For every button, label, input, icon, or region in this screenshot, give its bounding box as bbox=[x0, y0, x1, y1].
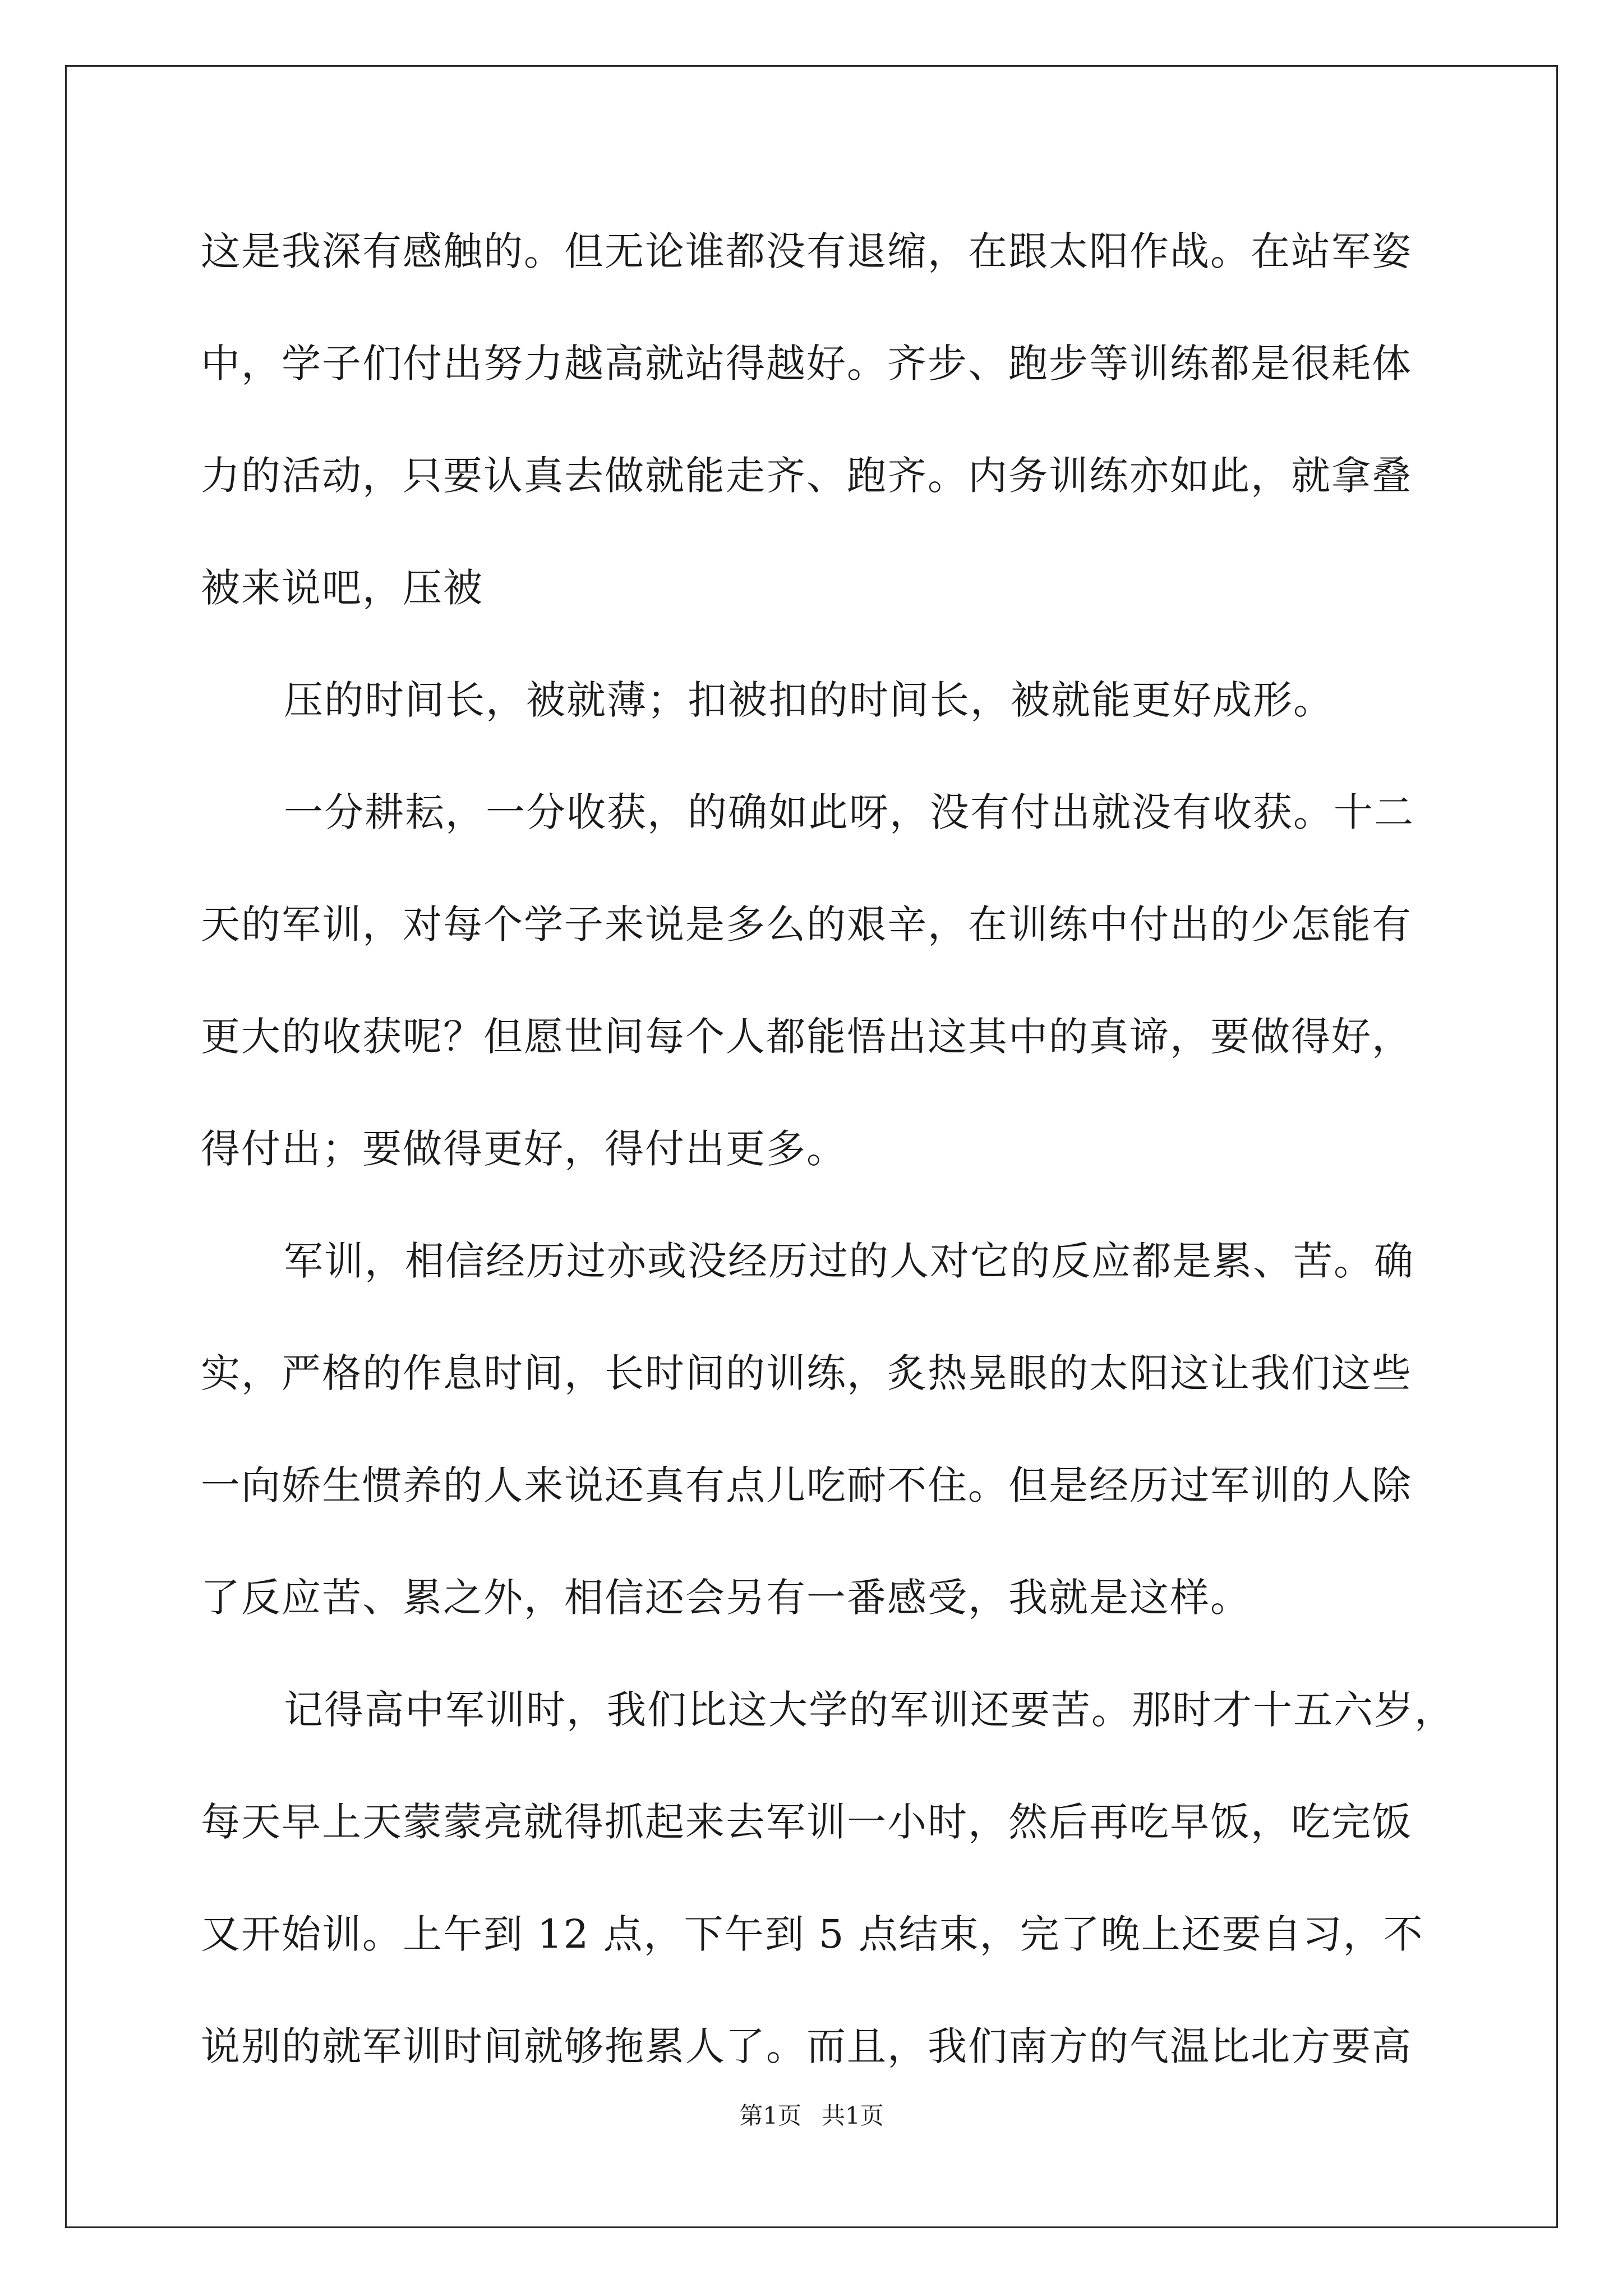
page-footer bbox=[0, 2099, 1623, 2133]
text-line: 实，严格的作息时间，长时间的训练，炙热晃眼的太阳这让我们这些 bbox=[201, 1350, 1412, 1396]
text-line: 一分耕耘，一分收获，的确如此呀，没有付出就没有收获。十二 bbox=[284, 789, 1414, 835]
text-line: 军训，相信经历过亦或没经历过的人对它的反应都是累、苦。确 bbox=[284, 1238, 1414, 1284]
text-line: 说别的就军训时间就够拖累人了。而且，我们南方的气温比北方要高 bbox=[201, 2023, 1412, 2069]
text-line: 得付出；要做得更好，得付出更多。 bbox=[201, 1126, 847, 1172]
text-line: 了反应苦、累之外，相信还会另有一番感受，我就是这样。 bbox=[201, 1575, 1251, 1621]
text-line: 力的活动，只要认真去做就能走齐、跑齐。内务训练亦如此，就拿叠 bbox=[201, 453, 1412, 499]
text-line: 一向娇生惯养的人来说还真有点儿吃耐不住。但是经历过军训的人除 bbox=[201, 1462, 1412, 1508]
text-line: 每天早上天蒙蒙亮就得抓起来去军训一小时，然后再吃早饭，吃完饭 bbox=[201, 1799, 1412, 1845]
text-line: 被来说吧，压被 bbox=[201, 565, 483, 611]
text-line: 中，学子们付出努力越高就站得越好。齐步、跑步等训练都是很耗体 bbox=[201, 341, 1412, 386]
text-line: 又开始训。上午到 12 点，下午到 5 点结束，完了晚上还要自习，不 bbox=[201, 1911, 1424, 1957]
page-total: 共1页 bbox=[822, 2102, 884, 2129]
text-line: 更大的收获呢？但愿世间每个人都能悟出这其中的真谛，要做得好， bbox=[201, 1014, 1412, 1060]
page-number: 第1页 bbox=[739, 2102, 801, 2129]
text-line: 天的军训，对每个学子来说是多么的艰辛，在训练中付出的少怎能有 bbox=[201, 901, 1412, 947]
text-line: 这是我深有感触的。但无论谁都没有退缩，在跟太阳作战。在站军姿 bbox=[201, 228, 1412, 274]
text-line: 记得高中军训时，我们比这大学的军训还要苦。那时才十五六岁， bbox=[284, 1687, 1455, 1733]
text-line: 压的时间长，被就薄；扣被扣的时间长，被就能更好成形。 bbox=[284, 677, 1334, 723]
